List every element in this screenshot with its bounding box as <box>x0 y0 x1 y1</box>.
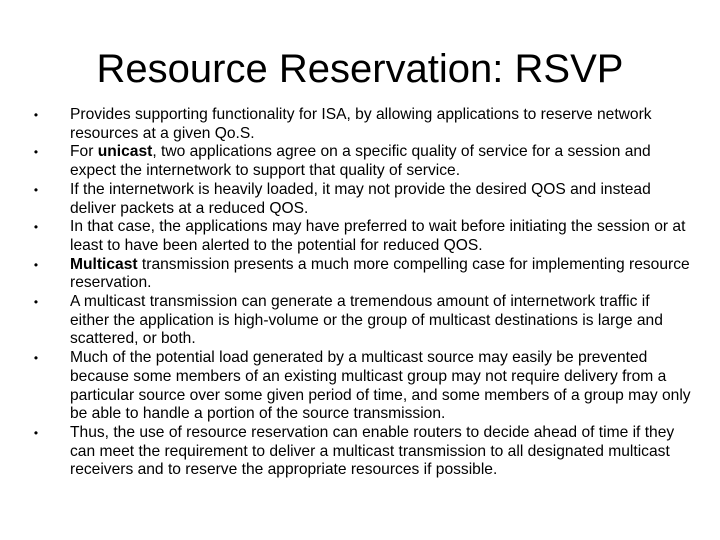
bold-term: unicast <box>97 143 153 161</box>
text-segment: A multicast transmission can generate a tremendous amount of internetwork traffic if either the application is high-volume or the group of multicast destinations is large and scattered, or both. <box>70 293 663 348</box>
bullet-text <box>70 106 652 142</box>
bullet-item <box>30 218 692 255</box>
text-segment: Much of the potential load generated by a multicast source may easily be prevented because some members of an existing multicast group may not require delivery from a particular source over some given period of time, and some members of a group may only be able to handle a portion of the source transmission. <box>70 349 691 423</box>
bullet-marker: • <box>33 425 39 440</box>
text-segment: In that case, the applications may have preferred to wait before initiating the session or at least to have been alerted to the potential for reduced QOS. <box>70 218 686 254</box>
bullet-item <box>30 349 692 424</box>
bullet-item <box>30 143 692 180</box>
bullet-marker: • <box>33 257 39 272</box>
bullet-marker: • <box>33 351 39 366</box>
bullet-marker: • <box>33 182 39 197</box>
bullet-item <box>30 424 692 480</box>
bold-term: Multicast <box>70 255 138 273</box>
bullet-item <box>30 181 692 218</box>
text-segment: Thus, the use of resource reservation can enable routers to decide ahead of time if they can meet the requirement to deliver a multicast transmission to all designated multicast receivers and to reserve the appropriate resources if possible. <box>70 423 675 479</box>
bullet-marker: • <box>33 108 39 122</box>
bullet-list <box>30 106 692 480</box>
bullet-marker: • <box>33 145 39 160</box>
bullet-text <box>70 143 651 179</box>
text-segment: If the internetwork is heavily loaded, it may not provide the desired QOS and instead deliver packets at a reduced QOS. <box>70 180 651 217</box>
slide-title: Resource Reservation: RSVP <box>96 47 624 91</box>
bullet-text <box>70 218 685 254</box>
bullet-text <box>70 293 663 347</box>
text-segment: transmission presents a much more compelling case for implementing resource reservation. <box>70 255 690 292</box>
bullet-text <box>70 424 674 478</box>
bullet-item <box>30 106 692 143</box>
text-segment: , two applications agree on a specific quality of service for a session and expect the internetwork to support that quality of service. <box>70 143 651 180</box>
bullet-item <box>30 256 692 293</box>
text-segment: For <box>70 143 98 161</box>
text-segment: Provides supporting functionality for ISA, by allowing applications to reserve network resources at a given Qo.S. <box>70 106 652 142</box>
bullet-text <box>70 256 690 292</box>
bullet-item <box>30 293 692 349</box>
bullet-marker: • <box>33 295 39 310</box>
bullet-text <box>70 181 651 217</box>
bullet-text <box>70 349 691 422</box>
bullet-marker: • <box>33 220 39 235</box>
